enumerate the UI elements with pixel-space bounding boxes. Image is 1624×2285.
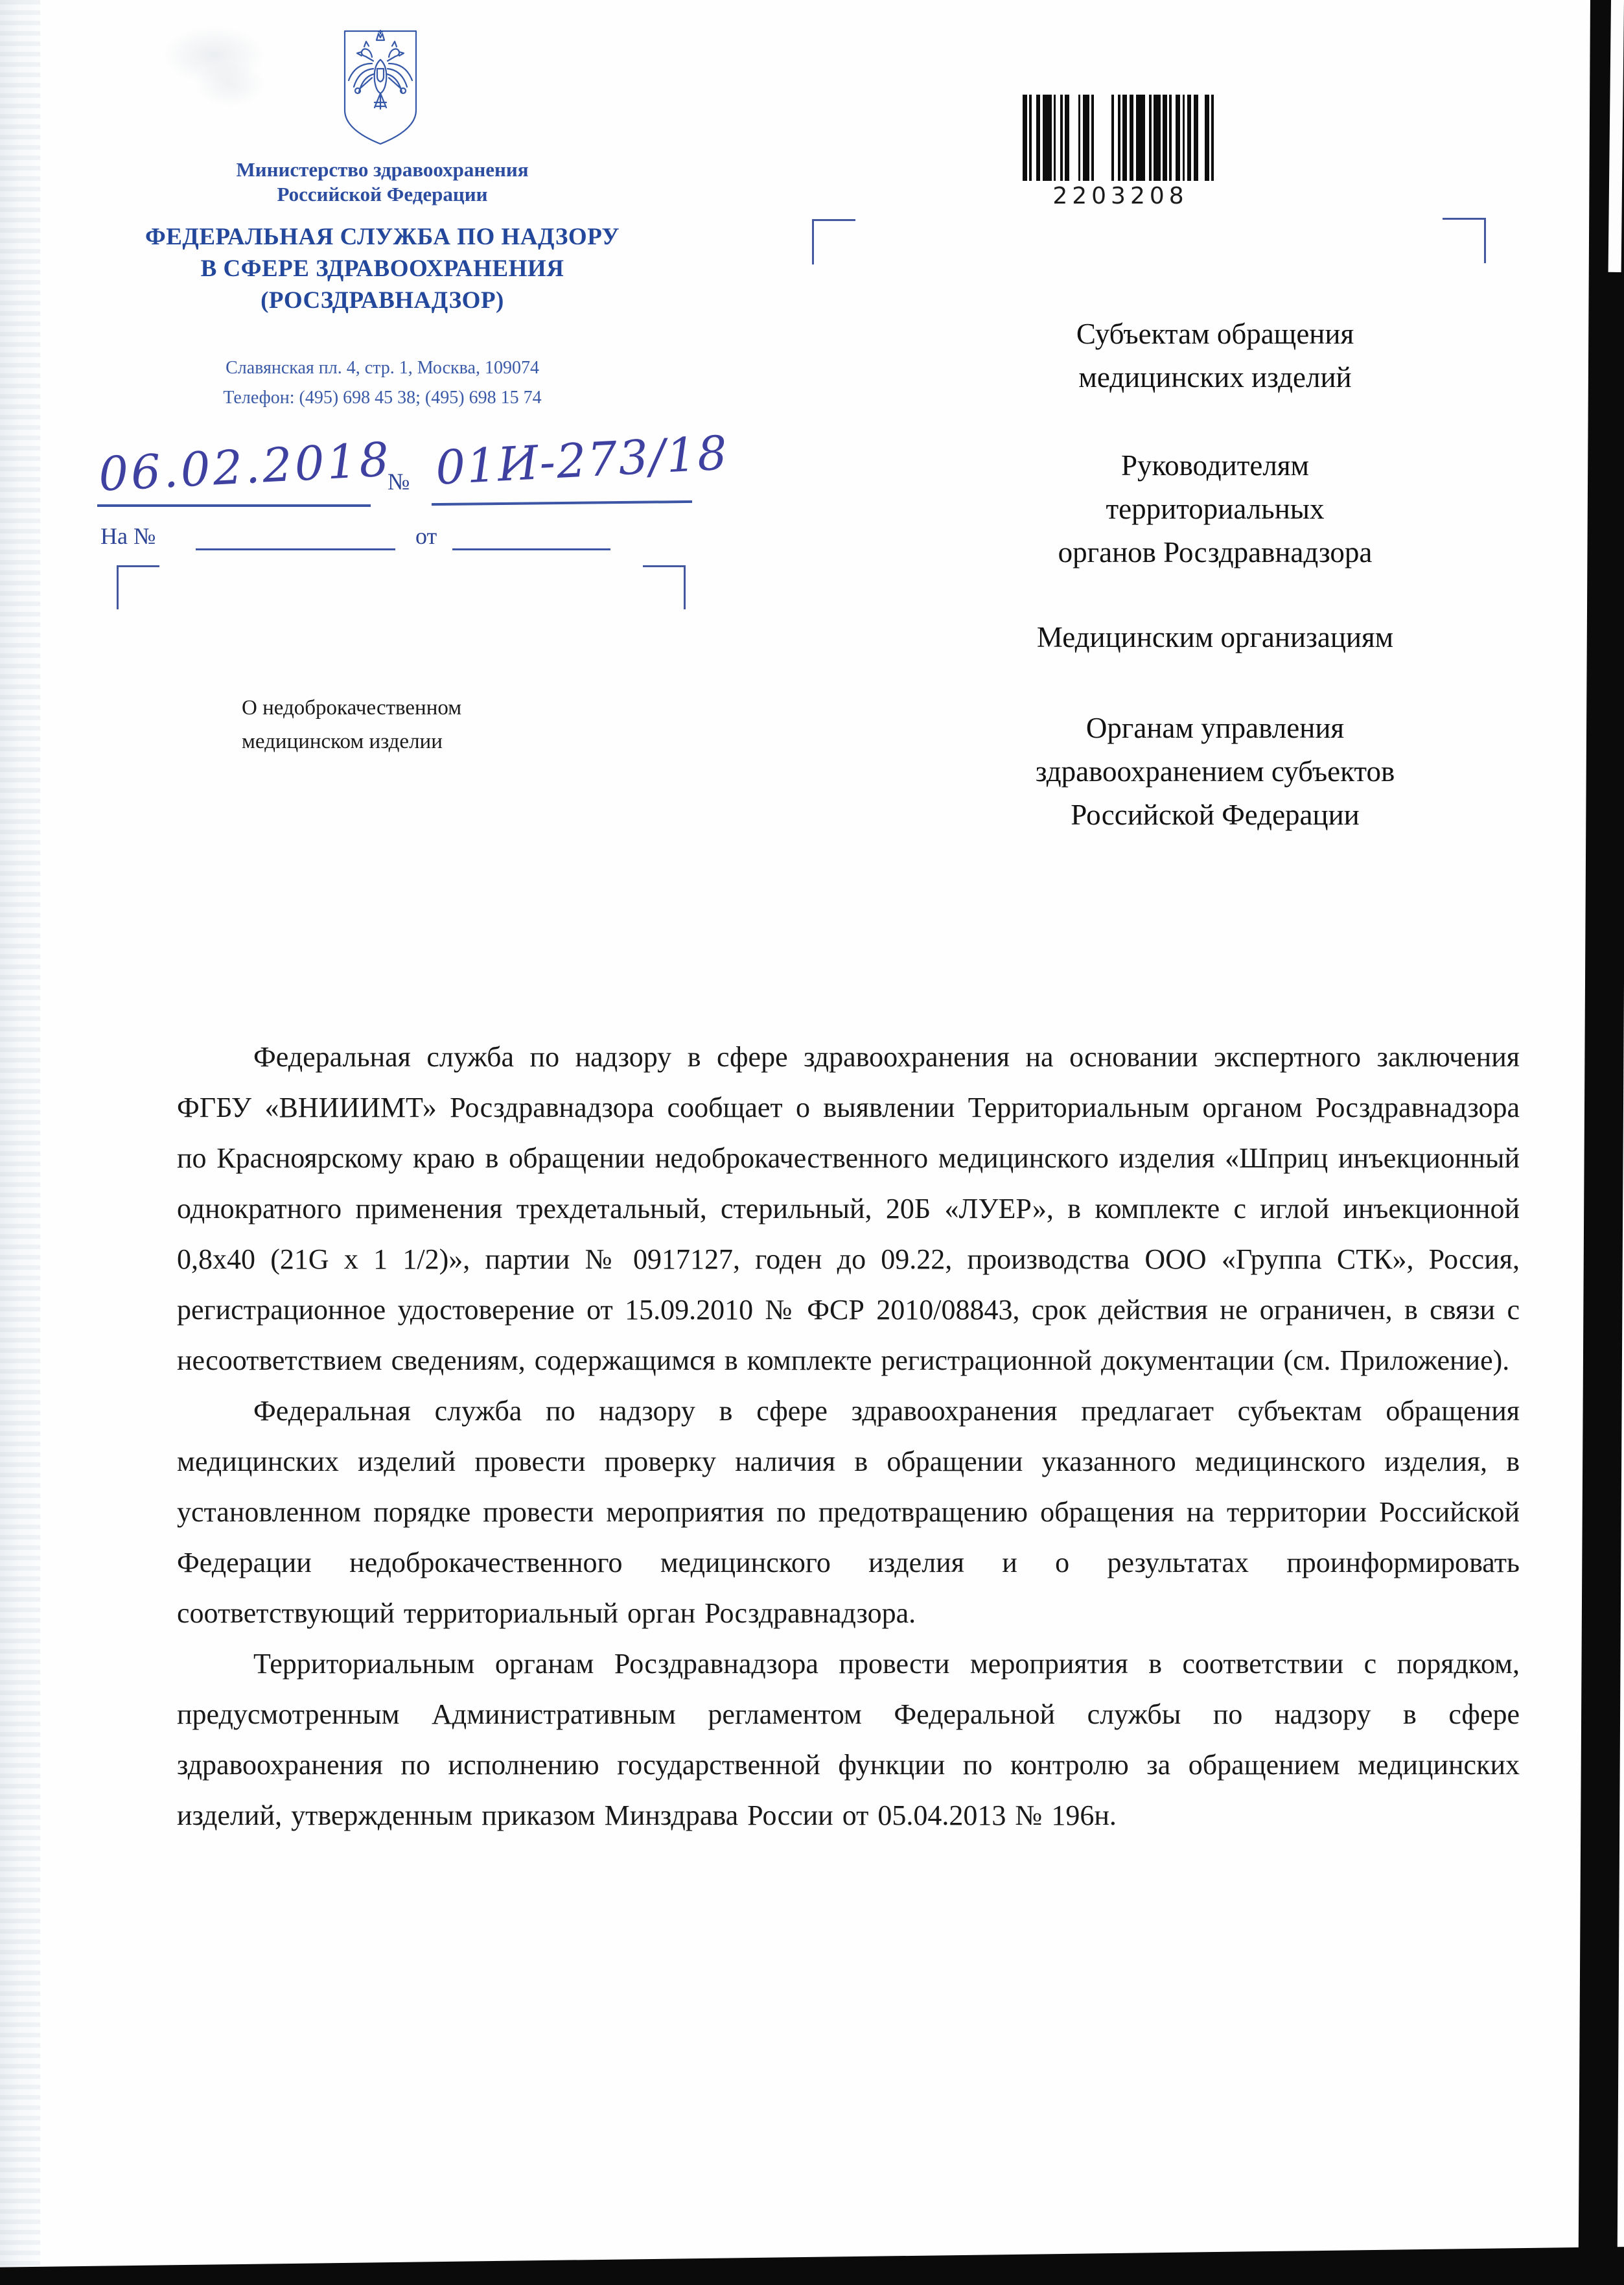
barcode-bar xyxy=(1023,95,1027,181)
postal-address: Славянская пл. 4, стр. 1, Москва, 109074 xyxy=(226,358,539,378)
ministry-line-1: Министерство здравоохранения xyxy=(236,158,529,181)
handwritten-outgoing-number: 01И-273/18 xyxy=(434,425,730,495)
reply-to-number-label: На № xyxy=(100,523,156,549)
ministry-line-2: Российской Федерации xyxy=(277,183,488,205)
number-underline xyxy=(432,500,692,506)
registration-barcode xyxy=(1023,95,1218,181)
recipient-line: Субъектам обращения xyxy=(1076,318,1354,350)
barcode-gap xyxy=(1056,95,1060,181)
ministry-name xyxy=(45,158,719,207)
barcode-bar xyxy=(1176,95,1180,181)
recipient-block-3 xyxy=(920,616,1510,659)
recipient-line: медицинских изделий xyxy=(1078,361,1352,393)
recipient-block-4 xyxy=(920,707,1510,837)
coat-of-arms-icon xyxy=(338,26,423,149)
recipient-block-2 xyxy=(920,444,1510,574)
barcode-bar xyxy=(1154,95,1160,181)
contact-block xyxy=(45,353,719,413)
barcode-number: 2203208 xyxy=(1052,183,1189,209)
service-name xyxy=(45,221,719,316)
barcode-bar xyxy=(1194,95,1198,181)
barcode-bar xyxy=(1122,95,1127,181)
number-sign-label: № xyxy=(388,469,410,495)
service-line-3: (РОСЗДРАВНАДЗОР) xyxy=(261,287,504,314)
service-line-1: ФЕДЕРАЛЬНАЯ СЛУЖБА ПО НАДЗОРУ xyxy=(145,224,620,250)
body-paragraph-3: Территориальным органам Росздравнадзора провести мероприятия в соответствии с порядком, предусмотренным Административным регламентом Федеральной службы по надзору в сфере здравоохранения по исполнению государственной функции по контролю за обращением медицинских изделий, утвержденным приказом Минздрава России от 05.04.2013 № 196н. xyxy=(177,1648,1520,1831)
barcode-gap xyxy=(1114,95,1119,181)
body-paragraph-1: Федеральная служба по надзору в сфере здравоохранения на основании экспертного заключения ФГБУ «ВНИИИМТ» Росздравнадзора сообщает о выявлении Территориальным органом Росздравнадзора по Красноярскому краю в обращении недоброкачественного медицинского изделия «Шприц инъекционный однократного применения трехдетальный, стерильный, 20Б «ЛУЕР», в комплекте с иглой инъекционной 0,8х40 (21G х 1 1/2)», партии № 0917127, годен до 09.22, производства ООО «Группа СТК», Россия, регистрационное удостоверение от 15.09.2010 № ФСР 2010/08843, срок действия не ограничен, в связи с несоответствием сведениям, содержащимся в комплекте регистрационной документации (см. Приложение). xyxy=(177,1041,1520,1376)
subject-line-1: О недоброкачественном xyxy=(242,696,462,720)
barcode-bar xyxy=(1136,95,1145,181)
recipient-line: здравоохранением субъектов xyxy=(1035,755,1395,788)
letter-subject xyxy=(242,691,605,758)
barcode-gap xyxy=(1198,95,1205,181)
barcode-gap xyxy=(1032,95,1036,181)
scan-bottom-edge-artifact xyxy=(0,2246,1624,2285)
recipient-line: территориальных xyxy=(1106,493,1325,525)
barcode-bar xyxy=(1043,95,1052,181)
recipient-line: Российской Федерации xyxy=(1071,799,1360,831)
barcode-gap xyxy=(1172,95,1176,181)
barcode-bar xyxy=(1083,95,1089,181)
barcode-bar xyxy=(1130,95,1134,181)
scan-smudge xyxy=(194,62,266,107)
barcode-gap xyxy=(1069,95,1078,181)
recipient-block-1 xyxy=(920,312,1510,399)
reply-number-underline xyxy=(196,548,395,550)
body-paragraph-2: Федеральная служба по надзору в сфере здравоохранения предлагает субъектам обращения медицинских изделий провести проверку наличия в обращении указанного медицинского изделия, в установленном порядке провести мероприятия по предотвращению обращения на территории Российской Федерации недоброкачественного медицинского изделия и о результатах проинформировать соответствующий территориальный орган Росздравнадзора. xyxy=(177,1395,1520,1629)
recipient-line: Медицинским организациям xyxy=(1036,621,1394,653)
date-underline xyxy=(97,504,371,507)
barcode-bar xyxy=(1205,95,1209,181)
scan-smudge xyxy=(162,26,266,84)
scan-right-edge-artifact xyxy=(1578,0,1624,2285)
barcode-gap xyxy=(1214,95,1218,181)
barcode-bar xyxy=(1036,95,1041,181)
recipient-line: Руководителям xyxy=(1121,449,1309,482)
barcode-gap xyxy=(1094,95,1111,181)
subject-line-2: медицинском изделии xyxy=(242,730,443,753)
letter-body xyxy=(177,1032,1520,1841)
handwritten-date: 06.02.2018 xyxy=(97,432,393,502)
barcode-bar xyxy=(1187,95,1192,181)
barcode-bar xyxy=(1065,95,1069,181)
recipient-line: органов Росздравнадзора xyxy=(1058,536,1373,568)
phone-numbers: Телефон: (495) 698 45 38; (495) 698 15 74 xyxy=(223,388,542,408)
barcode-bar xyxy=(1163,95,1167,181)
reply-date-underline xyxy=(452,548,610,550)
scan-left-edge-artifact xyxy=(0,0,40,2285)
barcode-gap xyxy=(1145,95,1150,181)
reply-from-label: от xyxy=(415,523,437,549)
service-line-2: В СФЕРЕ ЗДРАВООХРАНЕНИЯ xyxy=(200,255,564,282)
recipient-line: Органам управления xyxy=(1085,712,1345,744)
